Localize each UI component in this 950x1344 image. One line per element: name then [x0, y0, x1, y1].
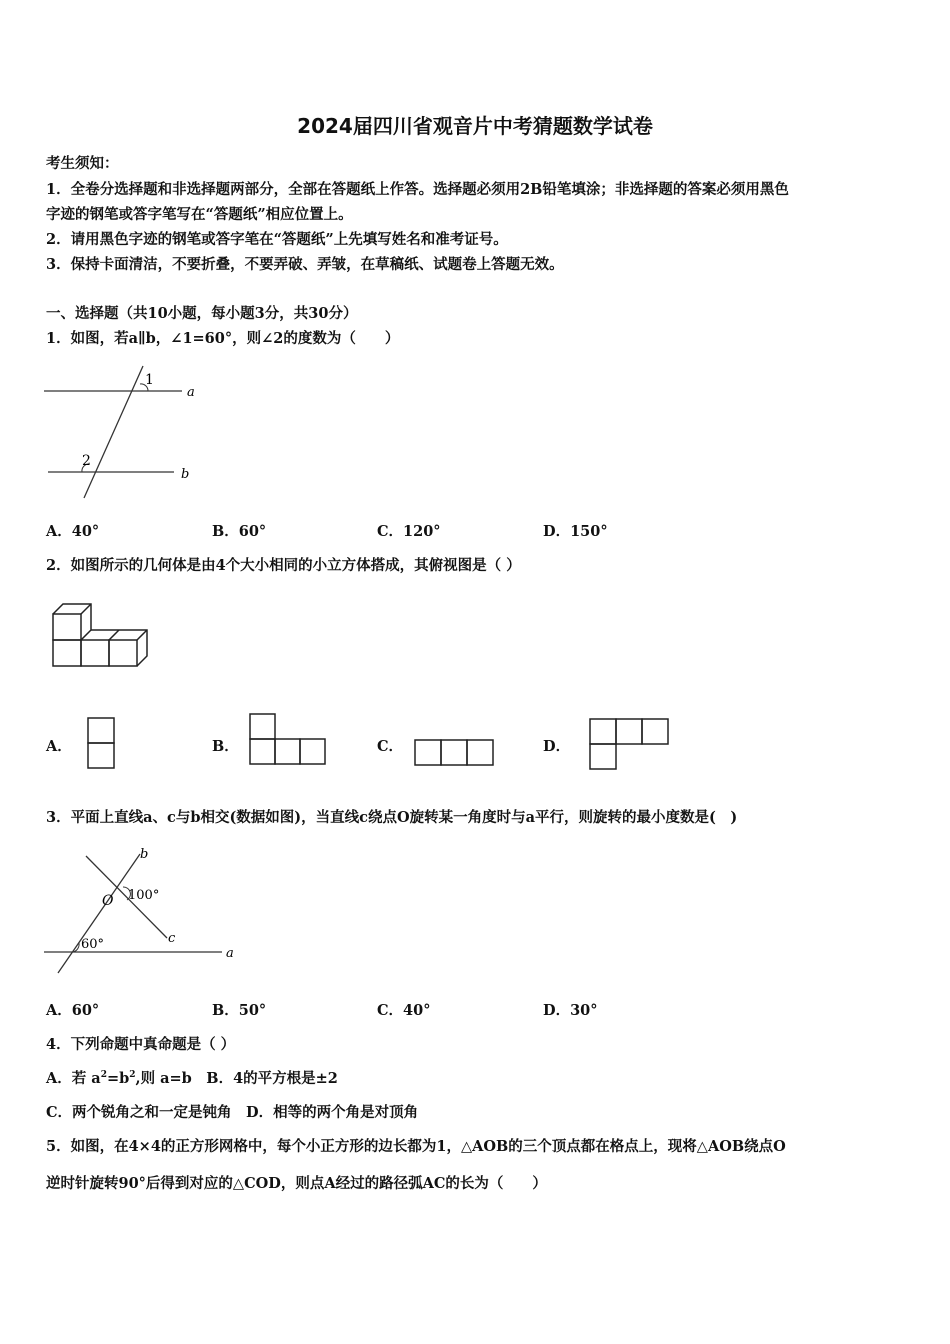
exponent: 2 [100, 1070, 107, 1081]
q3-option-c[interactable]: C．40° [377, 1002, 431, 1019]
q1-option-c[interactable]: C．120° [377, 523, 441, 540]
q1-option-a[interactable]: A．40° [46, 523, 100, 540]
q3-option-d[interactable]: D．30° [543, 1002, 598, 1019]
question-5-stem-cont: 逆时针旋转90°后得到对应的△COD，则点A经过的路径弧AC的长为（ ） [46, 1175, 547, 1192]
section-heading: 一、选择题（共10小题，每小题3分，共30分） [46, 305, 358, 322]
line-b-label: b [140, 847, 149, 862]
cube-solid-figure [50, 600, 150, 670]
notice-item-1-cont: 字迹的钢笔或答字笔写在“答题纸”相应位置上。 [46, 206, 353, 223]
question-5-stem: 5．如图，在4×4的正方形网格中，每个小正方形的边长都为1，△AOB的三个顶点都在格点上，现将△AOB绕点O [46, 1138, 786, 1155]
q2-option-c-figure [413, 738, 497, 768]
line-a-label: a [187, 385, 195, 400]
q1-option-b[interactable]: B．60° [212, 523, 267, 540]
exponent: 2 [129, 1070, 136, 1081]
point-o-label: O [102, 893, 114, 909]
angle-2-label: 2 [82, 453, 91, 469]
q4-options-ab[interactable] [46, 1067, 338, 1088]
q4-option-a-suffix: ,则 a=b B．4的平方根是±2 [135, 1070, 338, 1087]
question-4-stem: 4．下列命题中真命题是（ ） [46, 1036, 236, 1053]
notice-item-3: 3．保持卡面清洁，不要折叠，不要弄破、弄皱，在草稿纸、试题卷上答题无效。 [46, 256, 564, 273]
question-1-figure [44, 364, 204, 504]
q2-option-b-figure [248, 712, 330, 768]
angle-100-label: 100° [128, 888, 160, 903]
q2-option-b[interactable]: B． [212, 738, 239, 755]
q2-option-d[interactable]: D． [543, 738, 571, 755]
question-3-figure [44, 842, 244, 977]
notice-item-1: 1．全卷分选择题和非选择题两部分，全部在答题纸上作答。选择题必须用2B铅笔填涂；非选择题的答案必须用黑色 [46, 181, 789, 198]
q4-option-a-mid: =b [106, 1070, 130, 1087]
page-title: 2024届四川省观音片中考猜题数学试卷 [297, 114, 653, 138]
q1-option-d[interactable]: D．150° [543, 523, 608, 540]
line-b-label: b [181, 467, 190, 482]
line-a-label: a [226, 946, 234, 961]
angle-60-label: 60° [81, 937, 105, 952]
q2-option-a-figure [87, 716, 117, 772]
question-2-stem: 2．如图所示的几何体是由4个大小相同的小立方体搭成，其俯视图是（ ） [46, 557, 521, 574]
q4-options-cd[interactable]: C．两个锐角之和一定是钝角 D．相等的两个角是对顶角 [46, 1104, 419, 1121]
question-3-stem: 3．平面上直线a、c与b相交(数据如图)，当直线c绕点O旋转某一角度时与a平行，则旋转的最小度数是( ) [46, 809, 738, 826]
q4-option-a-prefix: A．若 a [46, 1070, 101, 1087]
q2-option-a[interactable]: A． [46, 738, 72, 755]
q2-option-c[interactable]: C． [377, 738, 404, 755]
line-c-label: c [168, 931, 176, 946]
q3-option-b[interactable]: B．50° [212, 1002, 267, 1019]
angle-1-label: 1 [145, 372, 154, 388]
notice-heading: 考生须知： [46, 155, 119, 172]
question-1-stem: 1．如图，若a∥b，∠1=60°，则∠2的度数为（ ） [46, 330, 400, 347]
notice-item-2: 2．请用黑色字迹的钢笔或答字笔在“答题纸”上先填写姓名和准考证号。 [46, 231, 508, 248]
q3-option-a[interactable]: A．60° [46, 1002, 100, 1019]
q2-option-d-figure [588, 717, 672, 773]
